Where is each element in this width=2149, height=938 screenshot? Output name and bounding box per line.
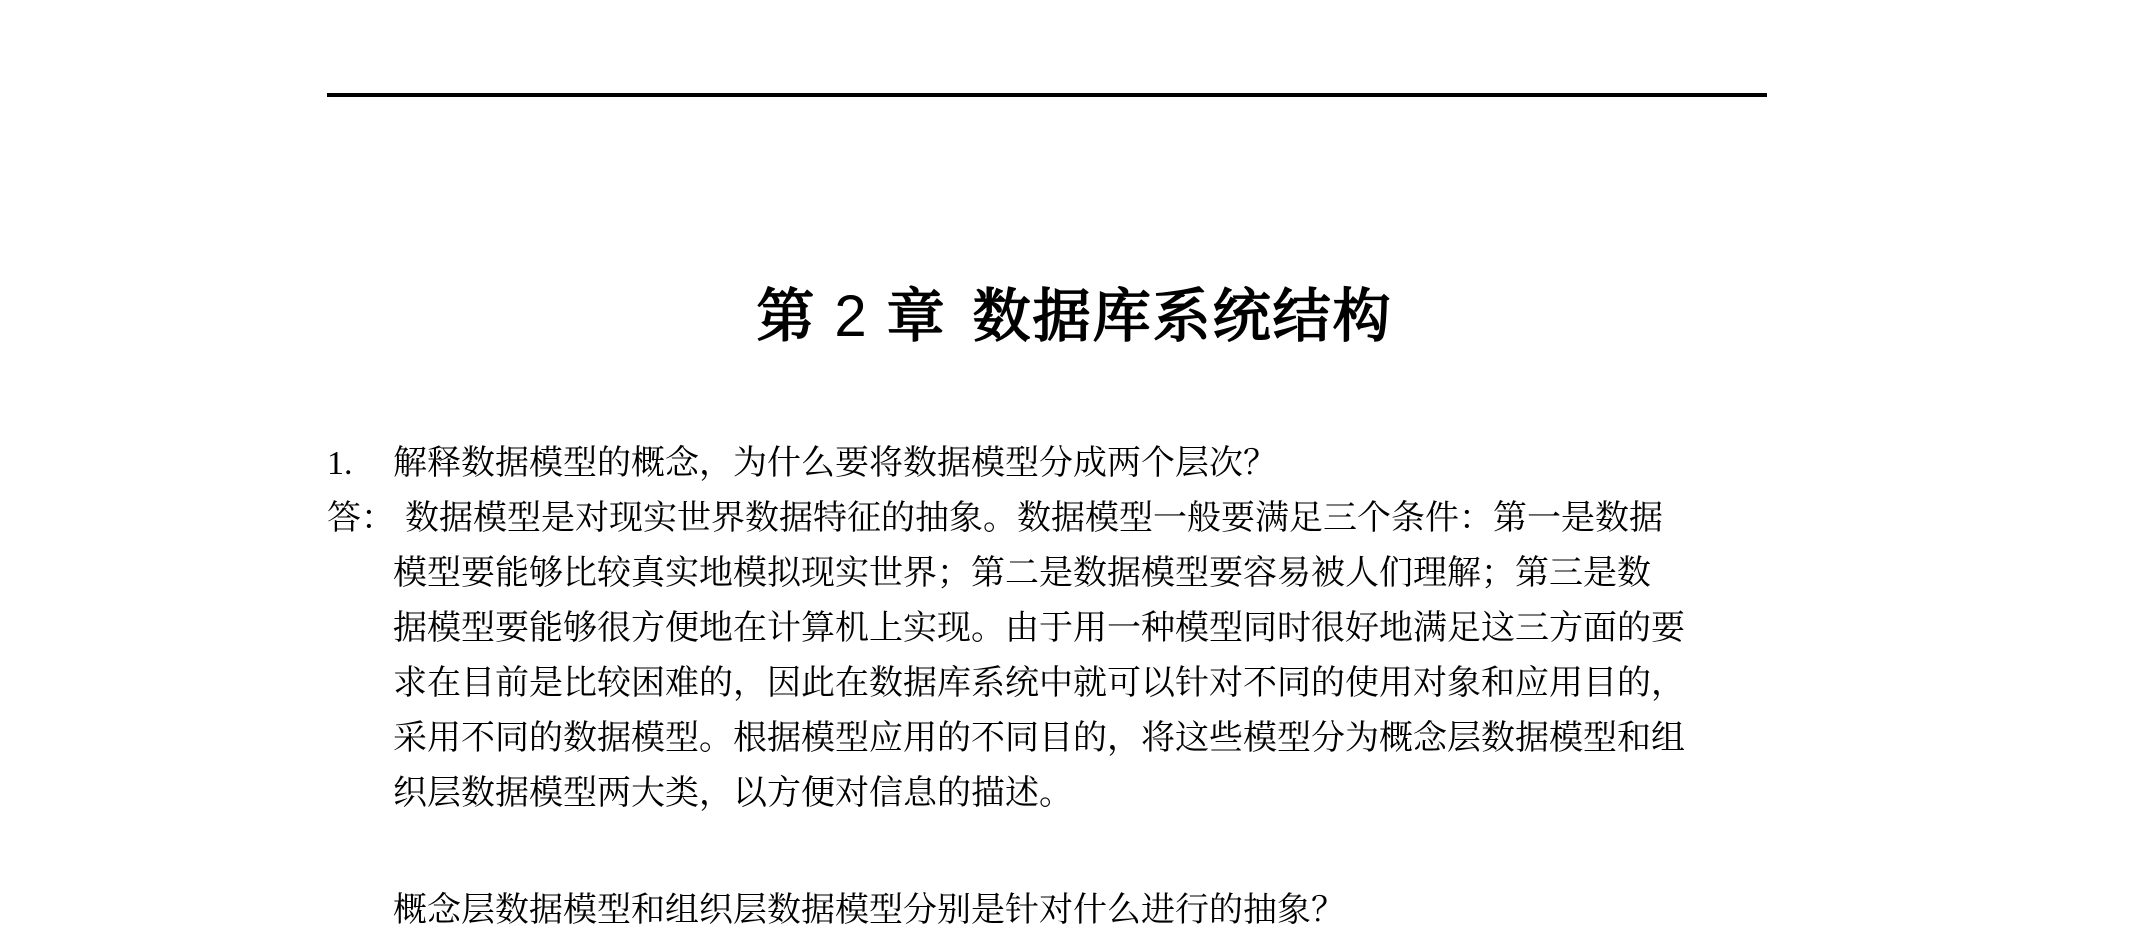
question-number: 1. [327,445,353,482]
answer-line [327,656,1847,711]
answer-line-text: 数据模型是对现实世界数据特征的抽象。数据模型一般要满足三个条件：第一是数据 [405,498,1663,538]
answer-line-text: 据模型要能够很方便地在计算机上实现。由于用一种模型同时很好地满足这三方面的要 [393,608,1685,648]
question-text: 解释数据模型的概念，为什么要将数据模型分成两个层次？ [393,443,1277,483]
chapter-suffix: 章 [886,282,947,350]
answer-1 [327,491,1847,821]
chapter-number: 2 [834,284,869,349]
answer-line-text: 采用不同的数据模型。根据模型应用的不同目的，将这些模型分为概念层数据模型和组 [393,718,1685,758]
answer-line [327,766,1847,821]
next-question-text: 概念层数据模型和组织层数据模型分别是针对什么进行的抽象？ [393,890,1345,930]
chapter-prefix: 第 [756,282,817,350]
chapter-title [0,278,2149,355]
answer-line-text: 求在目前是比较困难的，因此在数据库系统中就可以针对不同的使用对象和应用目的， [393,663,1685,703]
answer-line [327,491,1847,546]
answer-line-text: 模型要能够比较真实地模拟现实世界；第二是数据模型要容易被人们理解；第三是数 [393,553,1651,593]
header-rule [327,93,1767,97]
answer-line [327,601,1847,656]
answer-line [327,546,1847,601]
chapter-name: 数据库系统结构 [972,282,1393,350]
question-1 [327,436,1827,491]
answer-label: 答： [327,498,395,538]
answer-line [327,711,1847,766]
answer-line-text: 织层数据模型两大类，以方便对信息的描述。 [393,773,1073,813]
next-question-partial [393,880,1893,930]
